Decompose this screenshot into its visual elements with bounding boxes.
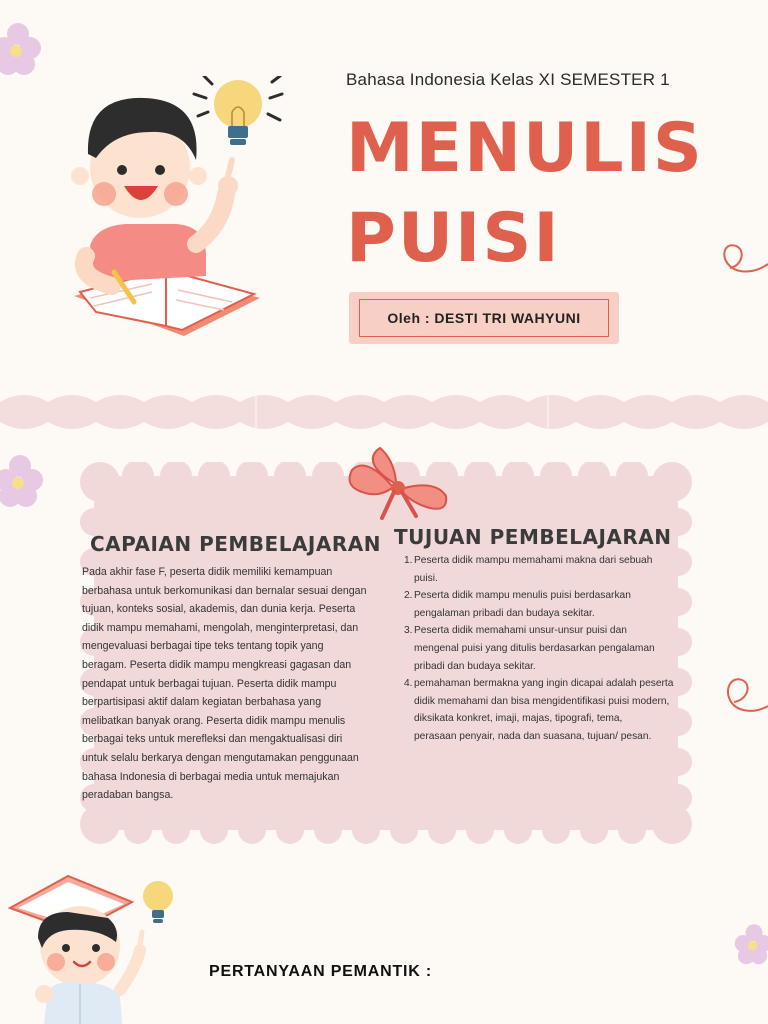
author-box [349,292,619,344]
light-bulb-icon [194,76,282,145]
capaian-title: CAPAIAN PEMBELAJARAN [90,532,381,556]
flower-icon [0,452,46,512]
page-title [346,104,704,284]
capaian-line: Pada akhir fase F, peserta didik memiliki kemampuan [82,566,333,578]
list-line: pribadi dan budaya sekitar. [414,660,536,672]
list-line: pemahaman bermakna yang ingin dicapai adalah peserta [414,678,674,690]
capaian-line: melibatkan banyak orang. Peserta didik mampu menulis [82,714,346,727]
capaian-line: pendapat untuk berbagai tujuan. Peserta didik mampu [82,677,337,690]
list-number: 3. [404,625,413,637]
guiding-question-label: PERTANYAAN PEMANTIK : [209,963,433,980]
tujuan-list [404,552,686,746]
list-line: mengenal puisi yang ditulis berdasarkan pengalaman [414,642,655,654]
list-item [404,675,686,745]
list-line: puisi. [414,572,438,584]
capaian-line: didik mampu memahami, mengolah, menginterpretasi, dan [82,621,359,634]
curl-icon [718,234,768,280]
list-line: didik memahami dan bisa mengidentifikasi puisi modern, [414,695,670,707]
list-number: 2. [404,590,413,602]
capaian-line: mengevaluasi berbagai tipe teks tentang topik yang [82,640,324,653]
title-line-2: PUISI [346,199,561,278]
list-line: perasaan penyair, nada dan suasana, tujuan/ pesan. [414,730,652,742]
author-label: Oleh : DESTI TRI WAHYUNI [359,299,609,337]
list-item [404,587,686,622]
title-line-1: MENULIS [346,109,704,188]
list-line: Peserta didik mampu menulis puisi berdasarkan [414,590,631,602]
capaian-body [82,563,384,805]
capaian-line: beragam. Peserta didik mampu mengkreasi gagasan dan [82,658,352,671]
list-line: diksikata konkret, imaji, majas, tipografi, tema, [414,713,623,725]
capaian-line: bahasa Indonesia di berbagai media untuk memajukan [82,770,340,783]
curl-icon [722,666,768,718]
capaian-line: peradaban bangsa. [82,789,174,802]
tujuan-title: TUJUAN PEMBELAJARAN [394,525,672,549]
bow-icon [346,446,450,520]
list-number: 1. [404,555,413,566]
boy-with-book-illustration [8,872,180,1024]
capaian-line: berbahasa untuk berkomunikasi dan bernalar sesuai dengan [82,584,367,597]
list-number: 4. [404,678,413,690]
list-item [404,622,686,675]
list-line: Peserta didik mampu memahami makna dari sebuah [414,555,653,566]
capaian-line: berpartisipasi aktif dalam kegiatan berbahasa yang [82,696,322,709]
boy-reading-illustration [56,76,292,342]
flower-icon [0,20,44,80]
capaian-line: untuk selalu berkarya dengan mengutamakan penggunaan [82,751,359,764]
list-line: pengalaman pribadi dan budaya sekitar. [414,607,595,619]
capaian-line: tujuan, konteks sosial, akademis, dan dunia kerja. Peserta [82,603,356,616]
list-line: Peserta didik memahami unsur-unsur puisi dan [414,625,627,637]
list-item [404,552,686,587]
capaian-line: berbagai teks untuk merefleksi dan mengaktualisasi diri [82,733,343,746]
scalloped-band [0,392,768,432]
light-bulb-icon [143,881,173,923]
subtitle: Bahasa Indonesia Kelas XI SEMESTER 1 [346,70,670,89]
flower-icon [734,920,768,970]
